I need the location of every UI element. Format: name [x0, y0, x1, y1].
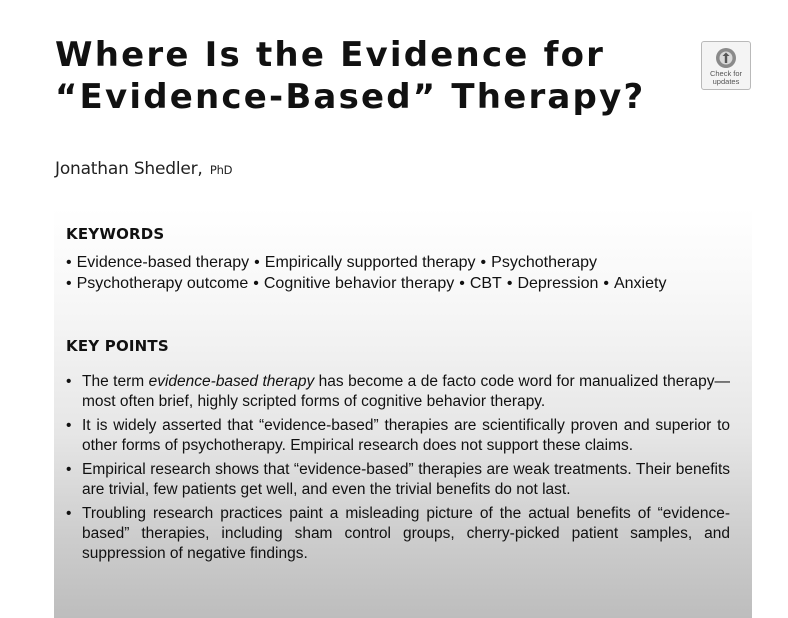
keywords-list: [66, 252, 750, 294]
keyword: Psychotherapy outcome: [76, 275, 249, 292]
key-point-text: Empirical research shows that “evidence-based” therapies are weak treatments. Their benefits are trivial, few patients get well, and even the trivial benefits do not last.: [82, 461, 730, 498]
badge-label-line-2: updates: [712, 77, 740, 86]
keyword-bullet: •: [66, 254, 72, 271]
keyword: Depression: [517, 275, 599, 292]
keyword-bullet: •: [603, 275, 609, 292]
author-line: [55, 159, 232, 179]
article-title: [55, 34, 675, 118]
keyword: Psychotherapy: [491, 254, 597, 271]
keywords-heading: KEYWORDS: [66, 225, 165, 243]
key-point-item: [66, 416, 730, 456]
keyword: Anxiety: [613, 275, 667, 292]
bullet: •: [66, 505, 72, 522]
keyword-bullet: •: [254, 254, 260, 271]
key-point-text: The term: [82, 373, 149, 390]
keyword: Cognitive behavior therapy: [263, 275, 455, 292]
title-line-2: “Evidence-Based” Therapy?: [55, 77, 646, 117]
check-for-updates-icon: [715, 47, 737, 69]
abstract-box: [54, 208, 752, 618]
bullet: •: [66, 373, 72, 390]
keyword-line: [66, 252, 750, 273]
check-for-updates-button[interactable]: [701, 41, 751, 90]
key-point-item: [66, 504, 730, 564]
key-points-heading: KEY POINTS: [66, 337, 169, 355]
keyword-bullet: •: [459, 275, 465, 292]
keyword-bullet: •: [506, 275, 513, 292]
key-points-list: [66, 372, 730, 568]
keyword-bullet: •: [253, 275, 259, 292]
key-point-item: [66, 460, 730, 500]
keyword: Evidence-based therapy: [76, 254, 250, 271]
bullet: •: [66, 461, 72, 478]
author-degree: PhD: [209, 163, 233, 177]
key-point-text: It is widely asserted that “evidence-based” therapies are scientifically proven and superior to other forms of psychotherapy. Empirical research does not support these claims.: [82, 417, 730, 454]
keyword: CBT: [469, 275, 502, 292]
title-line-1: Where Is the Evidence for: [55, 35, 606, 75]
key-point-text: has become a de facto code word for manualized therapy—most often brief, highly scripted forms of cognitive behavior therapy.: [82, 373, 731, 410]
keyword-bullet: •: [66, 275, 72, 292]
keyword-line: [66, 273, 750, 294]
keyword-bullet: •: [480, 254, 487, 271]
bullet: •: [66, 417, 72, 434]
author-name: Jonathan Shedler,: [55, 159, 203, 179]
keyword: Empirically supported therapy: [264, 254, 476, 271]
badge-label-line-1: Check for: [709, 69, 743, 78]
key-point-item: [66, 372, 730, 412]
key-point-italic-text: evidence-based therapy: [148, 373, 315, 390]
key-point-text: Troubling research practices paint a misleading picture of the actual benefits of “evidence-based” therapies, including sham control groups, cherry-picked patient samples, and suppression of negative findings.: [82, 505, 730, 562]
